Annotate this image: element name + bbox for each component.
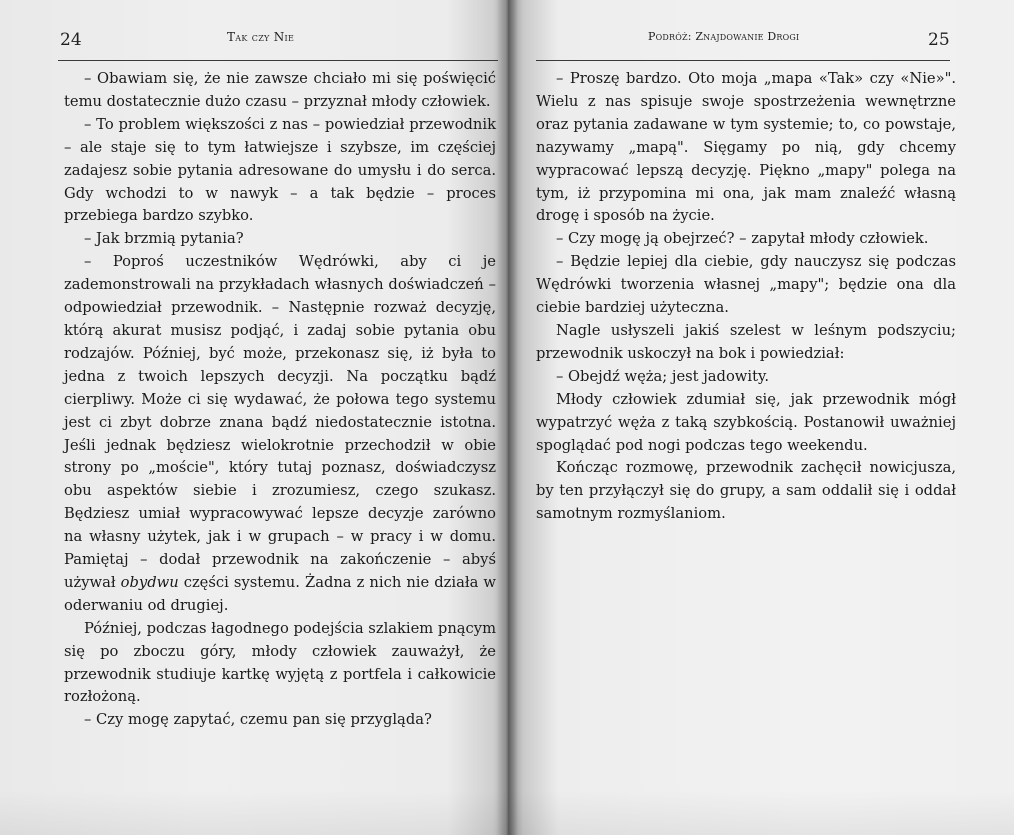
paragraph: Nagle usłyszeli jakiś szelest w leśnym podszyciu; przewodnik uskoczył na bok i powiedział: (536, 321, 956, 362)
paragraph: – Czy mogę zapytać, czemu pan się przygląda? (84, 711, 432, 729)
left-running-title: Tak czy Nie (227, 30, 295, 44)
right-running-title: Podróż: Znajdowanie Drogi (648, 30, 800, 43)
paragraph: – Jak brzmią pytania? (84, 230, 244, 248)
paragraph: – Czy mogę ją obejrzeć? – zapytał młody człowiek. (556, 230, 929, 248)
left-text-block (64, 68, 496, 732)
paragraph: – Obawiam się, że nie zawsze chciało mi się poświęcić temu dostatecznie dużo czasu – przyznał młody człowiek. (64, 70, 496, 110)
paragraph: Później, podczas łagodnego podejścia szlakiem pnącym się po zboczu góry, młody człowiek zauważył, że przewodnik studiuje kartkę wyjętą z portfela i całkowicie rozłożoną. (64, 619, 496, 706)
paragraph: Kończąc rozmowę, przewodnik zachęcił nowicjusza, by ten przyłączył się do grupy, a sam oddalił się i oddał samotnym rozmyślaniom. (536, 459, 956, 523)
emphasis-italic: obydwu (120, 573, 179, 591)
right-text-block (536, 68, 956, 526)
right-page (508, 0, 1014, 835)
left-header-rule (58, 60, 498, 61)
paragraph: – Obejdź węża; jest jadowity. (556, 367, 769, 385)
paragraph: Młody człowiek zdumiał się, jak przewodnik mógł wypatrzyć węża z taką szybkością. Postanowił uważniej spoglądać pod nogi podczas tego weekendu. (536, 390, 956, 454)
right-page-number: 25 (928, 30, 950, 50)
paragraph-with-emphasis (64, 251, 496, 618)
paragraph: – Będzie lepiej dla ciebie, gdy nauczysz się podczas Wędrówki tworzenia własnej „mapy"; będzie ona dla ciebie bardziej użyteczna. (536, 253, 956, 317)
paragraph-text: – Poproś uczestników Wędrówki, aby ci je zademonstrowali na przykładach własnych doświadczeń – odpowiedział przewodnik. – Następnie rozważ decyzję, którą akurat musisz podjąć, i zadaj sobie pytania obu rodzajów. Później, być może, przekonasz się, iż była to jedna z twoich lepszych decyzji. Na początku bądź cierpliwy. Może ci się wydawać, że połowa tego systemu jest ci zbyt dobrze znana bądź niedostatecznie istotna. Jeśli jednak będziesz wielokrotnie przechodził w obie strony po „moście", który tutaj poznasz, doświadczysz obu aspektów siebie i zrozumiesz, czego szukasz. Będziesz umiał wypracowywać lepsze decyzje zarówno na własny użytek, jak i w grupach – w pracy i w domu. Pamiętaj – dodał przewodnik na zakończenie – abyś używał (64, 253, 496, 591)
paragraph-text-end: części systemu. Żadna z nich nie działa w oderwaniu od drugiej. (64, 573, 497, 614)
right-header-rule (536, 60, 950, 61)
book-gutter (496, 0, 518, 835)
paragraph: – To problem większości z nas – powiedział przewodnik – ale staje się to tym łatwiejsze i szybsze, im częściej zadajesz sobie pytania adresowane do umysłu i do serca. Gdy wchodzi to w nawyk – a tak będzie – proces przebiega bardzo szybko. (64, 115, 496, 225)
paragraph: – Proszę bardzo. Oto moja „mapa «Tak» czy «Nie»". Wielu z nas spisuje swoje spostrzeżenia wewnętrzne oraz pytania zadawane w tym systemie; to, co powstaje, nazywamy „mapą". Sięgamy po nią, gdy chcemy wypracować lepszą decyzję. Piękno „mapy" polega na tym, iż przypomina mi ona, jak mam znaleźć własną drogę i sposób na życie. (536, 70, 956, 225)
page-bottom-edge (0, 790, 1014, 835)
left-page-number: 24 (60, 30, 82, 50)
